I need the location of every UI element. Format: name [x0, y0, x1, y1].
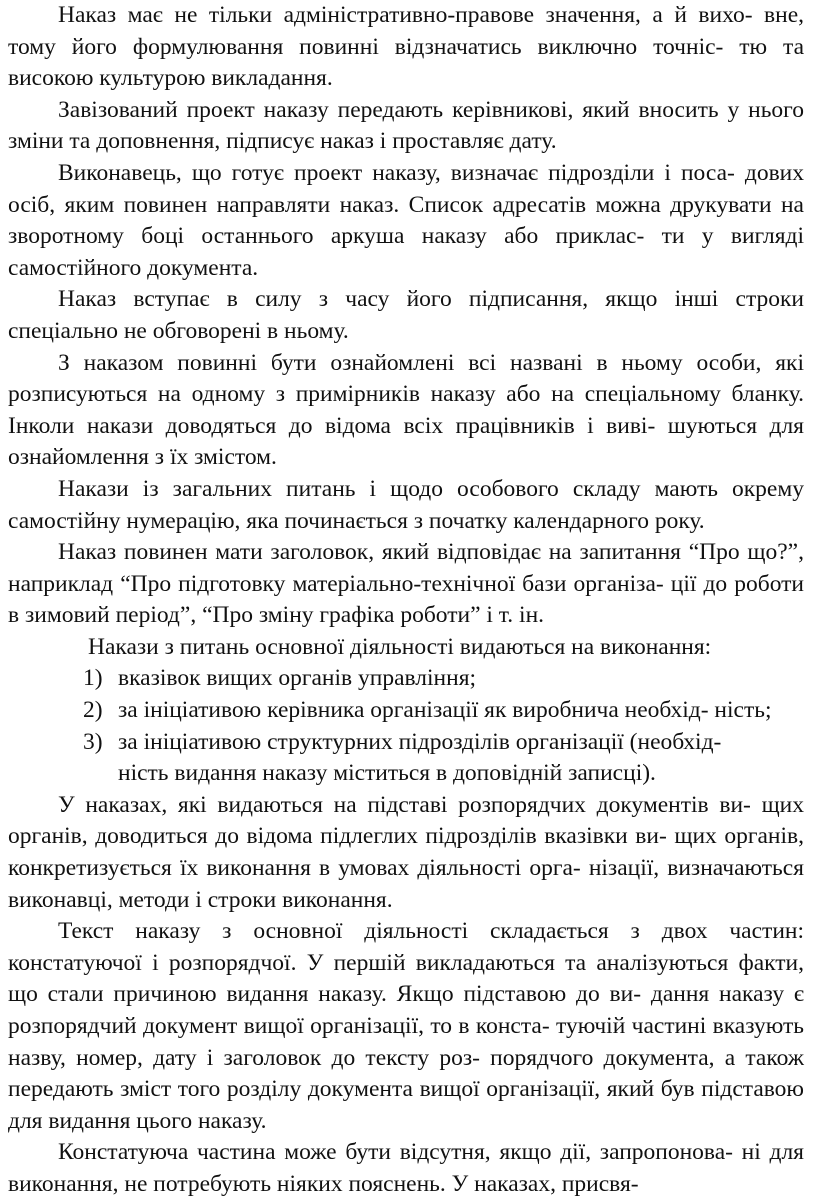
numbered-list [8, 663, 804, 789]
list-item-number: 2) [83, 697, 103, 724]
paragraph: Текст наказу з основної діяльності складається з двох частин: констатуючої і розпорядчої. У першій викладаються та аналізуються факти, що стали причиною видання наказу. Якщо підставою до ви- дання наказу є розпорядчий документ вищої організації, то в конста- туючій частині вказують назву, номер, дату і заголовок до тексту роз- порядчого документа, а також передають зміст того розділу документа вищої організації, який був підставою для видання цього наказу. [8, 918, 804, 1134]
document-body-top [8, 0, 804, 632]
paragraph: З наказом повинні бути ознайомлені всі названі в ньому особи, які розписуються на одному з примірників наказу або на спеціальному бланку. Інколи накази доводяться до відома всіх працівників і виві- шуються для ознайомлення з їх змістом. [8, 349, 804, 471]
list-item-text: вказівок вищих органів управління; [118, 665, 477, 692]
list-item-text: за ініціативою структурних підрозділів організації (необхід- ність видання наказу міститься в доповідній записці). [118, 728, 722, 787]
paragraph: Наказ має не тільки адміністративно-правове значення, а й вихо- вне, тому його формулювання повинні відзначатись виключно точніс- тю та високою культурою викладання. [8, 2, 804, 92]
paragraph: Накази із загальних питань і щодо особового складу мають окрему самостійну нумерацію, яка починається з початку календарного року. [8, 475, 804, 534]
document-body-bottom [8, 790, 804, 1201]
list-item-number: 1) [83, 665, 103, 692]
paragraph: Наказ повинен мати заголовок, який відповідає на запитання “Про що?”, наприклад “Про підготовку матеріально-технічної бази організа- ції до роботи в зимовий період”, “Про зміну графіка роботи” і т. ін. [8, 539, 804, 629]
paragraph: У наказах, які видаються на підставі розпорядчих документів ви- щих органів, доводиться до відома підлеглих підрозділів вказівки ви- щих органів, конкретизується їх виконання в умовах діяльності орга- нізації, визначаються виконавці, методи і строки виконання. [8, 791, 804, 913]
list-lead: Накази з питань основної діяльності видаються на виконання: [88, 633, 712, 660]
list-item [8, 695, 804, 727]
paragraph: Завізований проект наказу передають керівникові, який вносить у нього зміни та доповнення, підписує наказ і проставляє дату. [8, 96, 804, 155]
document-page [8, 0, 804, 1197]
list-item [8, 663, 804, 695]
list-item-number: 3) [83, 728, 103, 755]
list-item [8, 727, 804, 790]
paragraph: Наказ вступає в силу з часу його підписання, якщо інші строки спеціально не обговорені в ньому. [8, 286, 804, 344]
paragraph: Констатуюча частина може бути відсутня, якщо дії, запропонова- ні для виконання, не потребують ніяких пояснень. У наказах, присвя- [8, 1139, 804, 1197]
list-item-text: за ініціативою керівника організації як виробнича необхід- ність; [118, 697, 772, 724]
paragraph: Виконавець, що готує проект наказу, визначає підрозділи і поса- дових осіб, яким повинен направляти наказ. Список адресатів можна друкувати на зворотному боці останнього аркуша наказу або приклас- ти у вигляді самостійного документа. [8, 159, 804, 281]
